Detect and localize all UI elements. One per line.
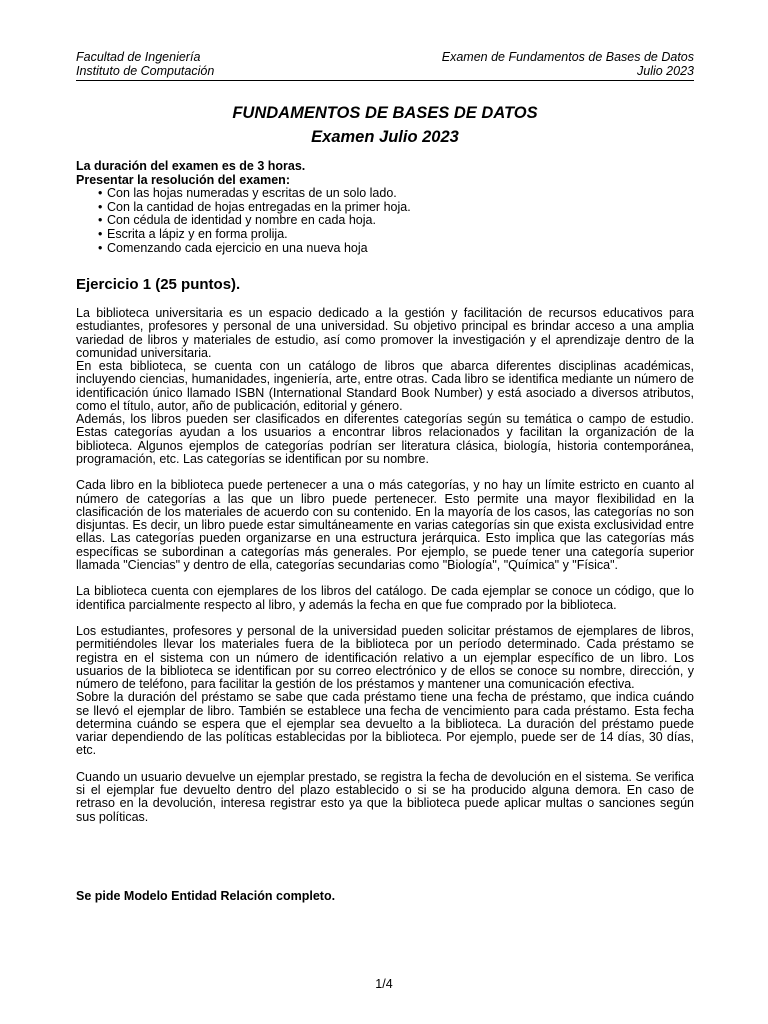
list-item: • Comenzando cada ejercicio en una nueva hoja (98, 242, 694, 256)
paragraph: Los estudiantes, profesores y personal de la universidad pueden solicitar préstamos de ejemplares de libros, permitiéndoles llevar los materiales fuera de la biblioteca por un período determinado. Cada préstamo se registra en el sistema con un número de identificación relativo a un ejemplar específico de un libro. Los usuarios de la biblioteca se identifican por su correo electrónico y de ellos se conoce su nombre, dirección, y número de teléfono, para facilitar la gestión de los préstamos y mantener una comunicación efectiva. (76, 624, 694, 691)
paragraph: En esta biblioteca, se cuenta con un catálogo de libros que abarca diferentes disciplinas académicas, incluyendo ciencias, humanidades, ingeniería, arte, entre otras. Cada libro se identifica mediante un número de identificación único llamado ISBN (International Standard Book Number) y está asociado a diversos atributos, como el título, autor, año de publicación, editorial y género. (76, 359, 694, 413)
exercise-body (76, 307, 694, 824)
document-title (76, 103, 694, 148)
paragraph: La biblioteca universitaria es un espacio dedicado a la gestión y facilitación de recursos educativos para estudiantes, profesores y personal de una universidad. Su objetivo principal es brindar acceso a una amplia variedad de libros y materiales de estudio, así como promover la investigación y el aprendizaje dentro de la comunidad universitaria. (76, 306, 694, 360)
exam-name: Examen de Fundamentos de Bases de Datos (441, 50, 694, 64)
instructions-list (76, 187, 694, 255)
list-item: • Con la cantidad de hojas entregadas en la primer hoja. (98, 201, 694, 215)
list-item: • Con cédula de identidad y nombre en cada hoja. (98, 214, 694, 228)
exam-instructions (76, 160, 694, 255)
paragraph: Cuando un usuario devuelve un ejemplar prestado, se registra la fecha de devolución en el sistema. Se verifica si el ejemplar fue devuelto dentro del plazo establecido o si se ha producido alguna demora. En caso de retraso en la devolución, interesa registrar esto ya que la biblioteca puede aplicar multas o sanciones según sus políticas. (76, 769, 694, 824)
present-text: Presentar la resolución del examen: (76, 172, 290, 187)
list-item: • Con las hojas numeradas y escritas de un solo lado. (98, 187, 694, 201)
exam-date: Julio 2023 (637, 64, 694, 78)
duration-text: La duración del examen es de 3 horas. (76, 159, 306, 173)
faculty-name: Facultad de Ingeniería (76, 50, 201, 64)
page-number: 1/4 (375, 977, 393, 991)
paragraph: Cada libro en la biblioteca puede pertenecer a una o más categorías, y no hay un límite estricto en cuanto al número de categorías a las que un libro puede pertenecer. Esto permite una mayor flexibilidad en la clasificación de los materiales de acuerdo con su contenido. En la mayoría de los casos, las categorías no son disjuntas. Es decir, un libro puede estar simultáneamente en varias categorías sin que exista exclusividad entre ellas. Las categorías pueden organizarse en una estructura jerárquica. Esto implica que las categorías más específicas se subordinan a categorías más generales. Por ejemplo, se puede tener una categoría superior llamada "Ciencias" y dentro de ella, categorías secundarias como "Biología", "Química" y "Física". (76, 478, 694, 572)
exercise-title: Ejercicio 1 (25 puntos). (76, 276, 241, 293)
paragraph: La biblioteca cuenta con ejemplares de los libros del catálogo. De cada ejemplar se conoce un código, que lo identifica parcialmente respecto al libro, y además la fecha en que fue comprado por la biblioteca. (76, 584, 694, 612)
paragraph: Además, los libros pueden ser clasificados en diferentes categorías según su temática o campo de estudio. Estas categorías ayudan a los usuarios a encontrar libros relacionados y facilitan la organización de la biblioteca. Algunos ejemplos de categorías podrían ser literatura clásica, biología, historia contemporánea, programación, etc. Las categorías se identifican por su nombre. (76, 412, 694, 466)
paragraph: Sobre la duración del préstamo se sabe que cada préstamo tiene una fecha de préstamo, que indica cuándo se llevó el ejemplar de libro. También se establece una fecha de vencimiento para cada préstamo. Esta fecha determina cuándo se espera que el ejemplar sea devuelto a la biblioteca. La duración del préstamo puede variar dependiendo de las políticas establecidas por la biblioteca. Por ejemplo, puede ser de 14 días, 30 días, etc. (76, 690, 694, 758)
institute-name: Instituto de Computación (76, 64, 215, 78)
page-header (76, 50, 694, 81)
list-item: • Escrita a lápiz y en forma prolija. (98, 228, 694, 242)
title-main: FUNDAMENTOS DE BASES DE DATOS (232, 104, 538, 122)
exercise-request: Se pide Modelo Entidad Relación completo. (76, 889, 336, 903)
title-sub: Examen Julio 2023 (311, 128, 459, 146)
